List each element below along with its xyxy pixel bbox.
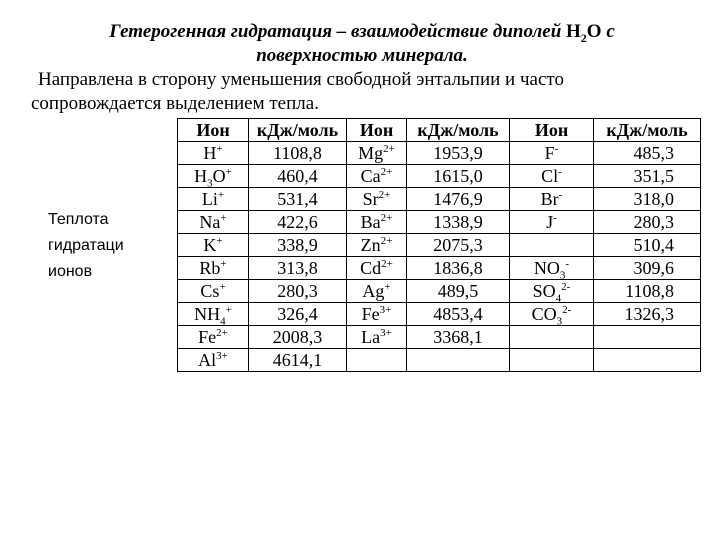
value-cell: 313,8	[249, 257, 347, 280]
title-part2: с поверхностью минерала.	[256, 21, 615, 66]
value-cell: 2075,3	[407, 234, 510, 257]
table-row	[178, 303, 701, 326]
header-value-1: кДж/моль	[249, 119, 347, 142]
ion-cell: K+	[178, 234, 249, 257]
ion-cell	[347, 349, 407, 372]
ion-cell	[510, 349, 594, 372]
value-cell: 3368,1	[407, 326, 510, 349]
value-cell: 1338,9	[407, 211, 510, 234]
ion-cell: $Sr^{2+}$	[347, 188, 407, 211]
description-line1: Направлена в сторону уменьшения свободной энтальпии и часто	[38, 69, 564, 90]
title-formula-h2o: $H_2O$	[566, 21, 602, 45]
ion-cell: Li+	[178, 188, 249, 211]
header-ion-2: Ион	[347, 119, 407, 142]
value-cell: 1836,8	[407, 257, 510, 280]
value-cell: 338,9	[249, 234, 347, 257]
value-cell: 4853,4	[407, 303, 510, 326]
value-cell: 280,3	[249, 280, 347, 303]
value-cell: 1108,8	[249, 142, 347, 165]
value-cell: 489,5	[407, 280, 510, 303]
value-cell: 4614,1	[249, 349, 347, 372]
value-cell: 510,4	[594, 234, 701, 257]
table-row	[178, 142, 701, 165]
ion-cell: $Fe^{3+}$	[347, 303, 407, 326]
value-cell: 531,4	[249, 188, 347, 211]
value-cell: 2008,3	[249, 326, 347, 349]
value-cell: 460,4	[249, 165, 347, 188]
table-header-row	[178, 119, 701, 142]
hydration-heat-table	[177, 118, 701, 372]
ion-cell: $Mg^{2+}$	[347, 142, 407, 165]
value-cell: 1476,9	[407, 188, 510, 211]
side-label: Теплота гидратаци ионов	[48, 211, 124, 280]
value-cell: 485,3	[594, 142, 701, 165]
ion-cell: Cl-	[510, 165, 594, 188]
value-cell: 1953,9	[407, 142, 510, 165]
title-part1: Гетерогенная гидратация – взаимодействие диполей	[109, 21, 567, 42]
value-cell: 280,3	[594, 211, 701, 234]
ion-cell: $Zn^{2+}$	[347, 234, 407, 257]
ion-cell: $La^{3+}$	[347, 326, 407, 349]
ion-cell: $Ba^{2+}$	[347, 211, 407, 234]
ion-cell: Br-	[510, 188, 594, 211]
value-cell	[594, 326, 701, 349]
ion-cell: $H_3O^+$	[178, 165, 249, 188]
value-cell: 422,6	[249, 211, 347, 234]
value-cell: 351,5	[594, 165, 701, 188]
description-line2: сопровождается выделением тепла.	[31, 93, 319, 114]
table-row	[178, 257, 701, 280]
ion-cell: Na+	[178, 211, 249, 234]
header-ion-1: Ион	[178, 119, 249, 142]
ion-cell: $NH_4^+$	[178, 303, 249, 326]
ion-cell: $Al^{3+}$	[178, 349, 249, 372]
ion-cell: Cs+	[178, 280, 249, 303]
table-row	[178, 280, 701, 303]
value-cell	[594, 349, 701, 372]
table-body	[178, 142, 701, 372]
table-row	[178, 211, 701, 234]
page-title	[92, 20, 632, 68]
ion-cell: H+	[178, 142, 249, 165]
header-value-2: кДж/моль	[407, 119, 510, 142]
value-cell: 309,6	[594, 257, 701, 280]
ion-cell: F-	[510, 142, 594, 165]
ion-cell: $Fe^{2+}$	[178, 326, 249, 349]
ion-cell: $SO_4^{2-}$	[510, 280, 594, 303]
table-row	[178, 349, 701, 372]
value-cell: 1615,0	[407, 165, 510, 188]
value-cell: 1326,3	[594, 303, 701, 326]
value-cell	[407, 349, 510, 372]
ion-cell: $NO_3^-$	[510, 257, 594, 280]
header-ion-3: Ион	[510, 119, 594, 142]
ion-cell	[510, 326, 594, 349]
value-cell: 326,4	[249, 303, 347, 326]
table-row	[178, 188, 701, 211]
ion-cell: $Cd^{2+}$	[347, 257, 407, 280]
table-row	[178, 165, 701, 188]
ion-cell: $CO_3^{2-}$	[510, 303, 594, 326]
table-row	[178, 326, 701, 349]
value-cell: 318,0	[594, 188, 701, 211]
ion-cell: Rb+	[178, 257, 249, 280]
ion-cell: Ag+	[347, 280, 407, 303]
header-value-3: кДж/моль	[594, 119, 701, 142]
ion-cell: J-	[510, 211, 594, 234]
ion-cell	[510, 234, 594, 257]
table-row	[178, 234, 701, 257]
value-cell: 1108,8	[594, 280, 701, 303]
ion-cell: $Ca^{2+}$	[347, 165, 407, 188]
